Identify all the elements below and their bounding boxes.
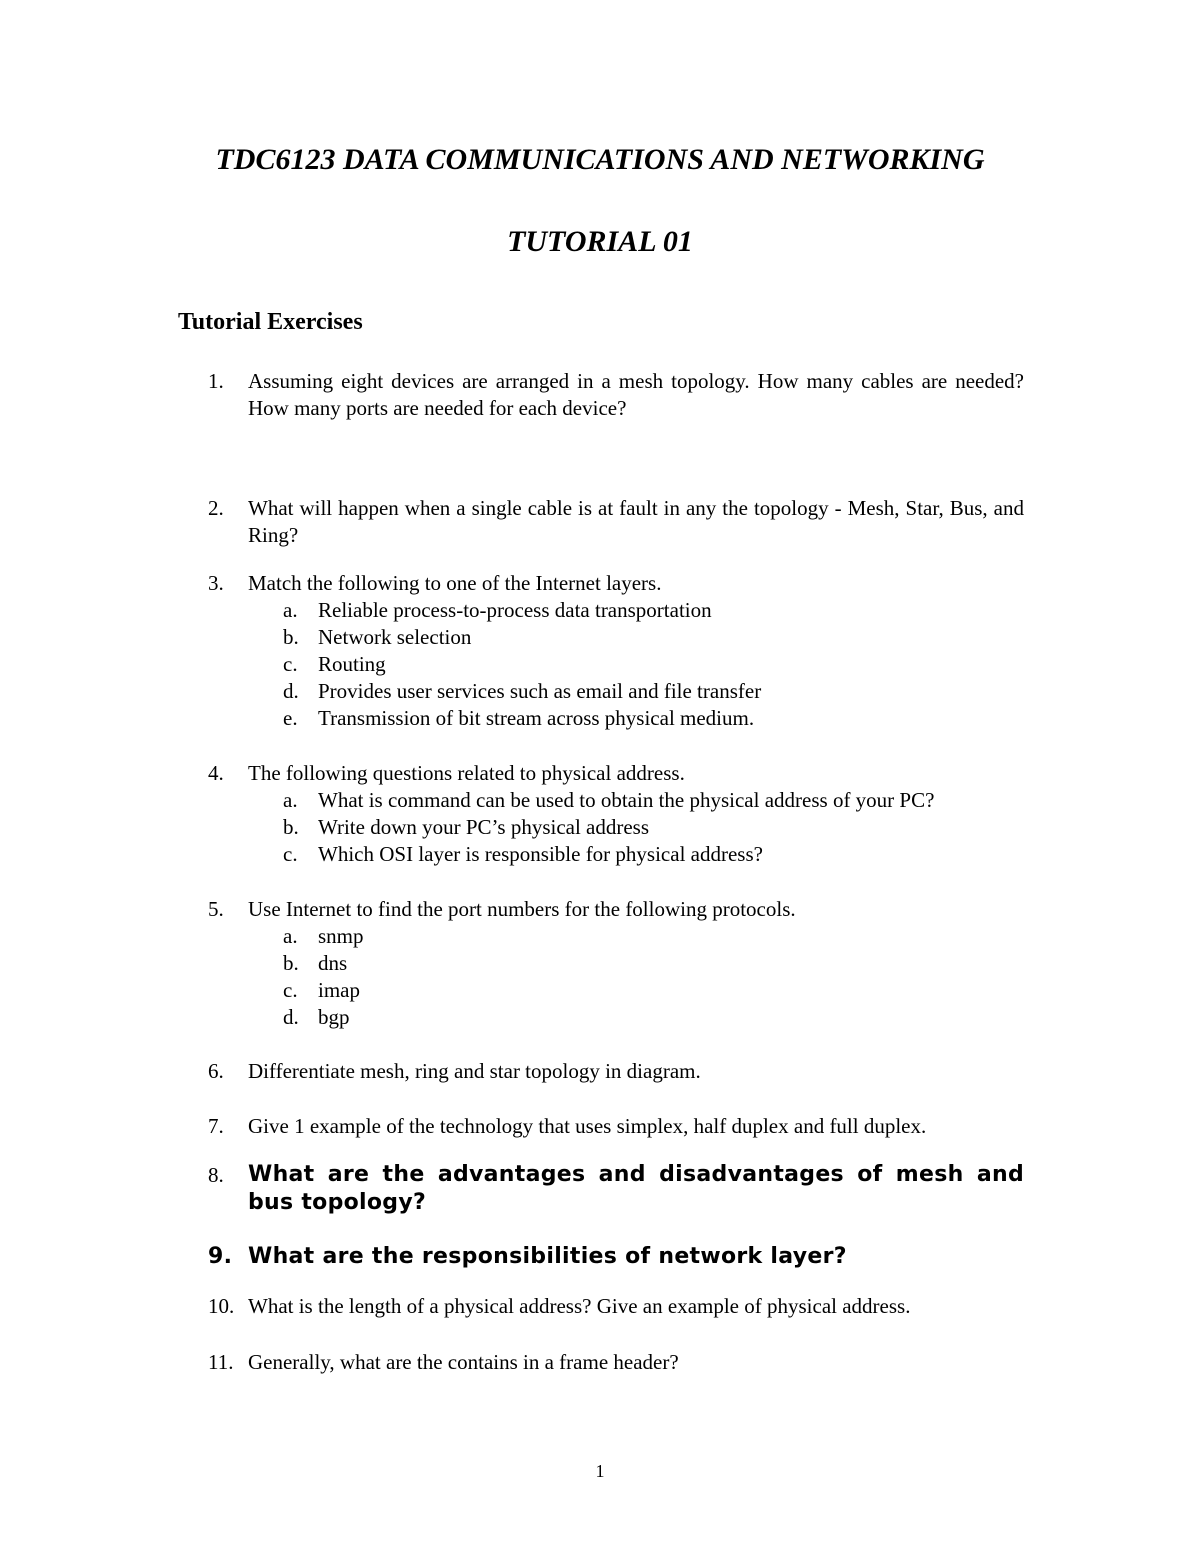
sub-item-text: What is command can be used to obtain the physical address of your PC? (318, 788, 935, 812)
sub-item (283, 678, 1024, 705)
sub-item-letter: b. (283, 625, 299, 649)
sub-item-letter: a. (283, 598, 298, 622)
question-text: Assuming eight devices are arranged in a mesh topology. How many cables are needed? How many ports are needed for each device? (248, 369, 1024, 420)
question-2 (208, 495, 1024, 549)
question-1 (208, 368, 1024, 422)
question-3 (208, 570, 1024, 732)
question-number: 1. (208, 369, 224, 393)
question-5 (208, 896, 1024, 1031)
sub-item-letter: d. (283, 1005, 299, 1029)
question-number: 6. (208, 1059, 224, 1083)
question-text: What is the length of a physical address? Give an example of physical address. (248, 1294, 911, 1318)
sub-item (283, 705, 1024, 732)
sub-item-text: bgp (318, 1005, 350, 1029)
sub-item-letter: c. (283, 652, 298, 676)
question-text: Differentiate mesh, ring and star topology in diagram. (248, 1059, 701, 1083)
question-7 (208, 1113, 1024, 1140)
question-text: Match the following to one of the Internet layers. (248, 571, 662, 595)
sub-item-text: snmp (318, 924, 364, 948)
question-10 (208, 1293, 1024, 1320)
question-text: What are the advantages and disadvantages of mesh and bus topology? (248, 1162, 1024, 1215)
course-title: TDC6123 DATA COMMUNICATIONS AND NETWORKING (215, 143, 985, 176)
sub-item (283, 651, 1024, 678)
sub-item-text: Write down your PC’s physical address (318, 815, 650, 839)
question-number: 7. (208, 1114, 224, 1138)
question-text: Use Internet to find the port numbers for the following protocols. (248, 897, 796, 921)
sub-item-letter: d. (283, 679, 299, 703)
sub-item (283, 1004, 1024, 1031)
sub-item-letter: b. (283, 815, 299, 839)
question-4 (208, 760, 1024, 868)
question-number: 10. (208, 1294, 235, 1318)
question-number: 4. (208, 761, 224, 785)
sub-item-letter: a. (283, 924, 298, 948)
page-number: 1 (595, 1461, 605, 1481)
sub-item-text: Network selection (318, 625, 472, 649)
question-6 (208, 1058, 1024, 1085)
question-text: What are the responsibilities of network layer? (248, 1244, 847, 1269)
sub-item-text: Reliable process-to-process data transportation (318, 598, 712, 622)
sub-item (283, 597, 1024, 624)
sub-item-letter: a. (283, 788, 298, 812)
sub-item-letter: e. (283, 706, 298, 730)
sub-item (283, 923, 1024, 950)
sub-item (283, 841, 1024, 868)
sub-item-letter: c. (283, 842, 298, 866)
sub-item (283, 814, 1024, 841)
sub-item (283, 950, 1024, 977)
question-text: Give 1 example of the technology that uses simplex, half duplex and full duplex. (248, 1114, 927, 1138)
sub-item-text: Transmission of bit stream across physical medium. (318, 706, 755, 730)
tutorial-title: TUTORIAL 01 (507, 225, 693, 258)
question-11 (208, 1349, 1024, 1376)
question-number: 5. (208, 897, 224, 921)
sub-item-text: Which OSI layer is responsible for physical address? (318, 842, 763, 866)
sub-item-text: dns (318, 951, 348, 975)
question-text: The following questions related to physical address. (248, 761, 685, 785)
question-number: 9. (208, 1244, 233, 1269)
question-number: 11. (208, 1350, 234, 1374)
sub-item-text: Provides user services such as email and file transfer (318, 679, 762, 703)
question-8 (208, 1161, 1024, 1217)
sub-item-letter: c. (283, 978, 298, 1002)
sub-item (283, 977, 1024, 1004)
sub-item (283, 787, 1024, 814)
section-heading: Tutorial Exercises (178, 309, 363, 335)
sub-item-text: imap (318, 978, 360, 1002)
sub-item-text: Routing (318, 652, 386, 676)
question-number: 2. (208, 496, 224, 520)
question-text: Generally, what are the contains in a frame header? (248, 1350, 679, 1374)
sub-item-letter: b. (283, 951, 299, 975)
question-number: 8. (208, 1163, 224, 1187)
question-text: What will happen when a single cable is at fault in any the topology - Mesh, Star, Bus, and Ring? (248, 496, 1024, 547)
question-number: 3. (208, 571, 224, 595)
sub-item (283, 624, 1024, 651)
question-9 (208, 1243, 1024, 1271)
